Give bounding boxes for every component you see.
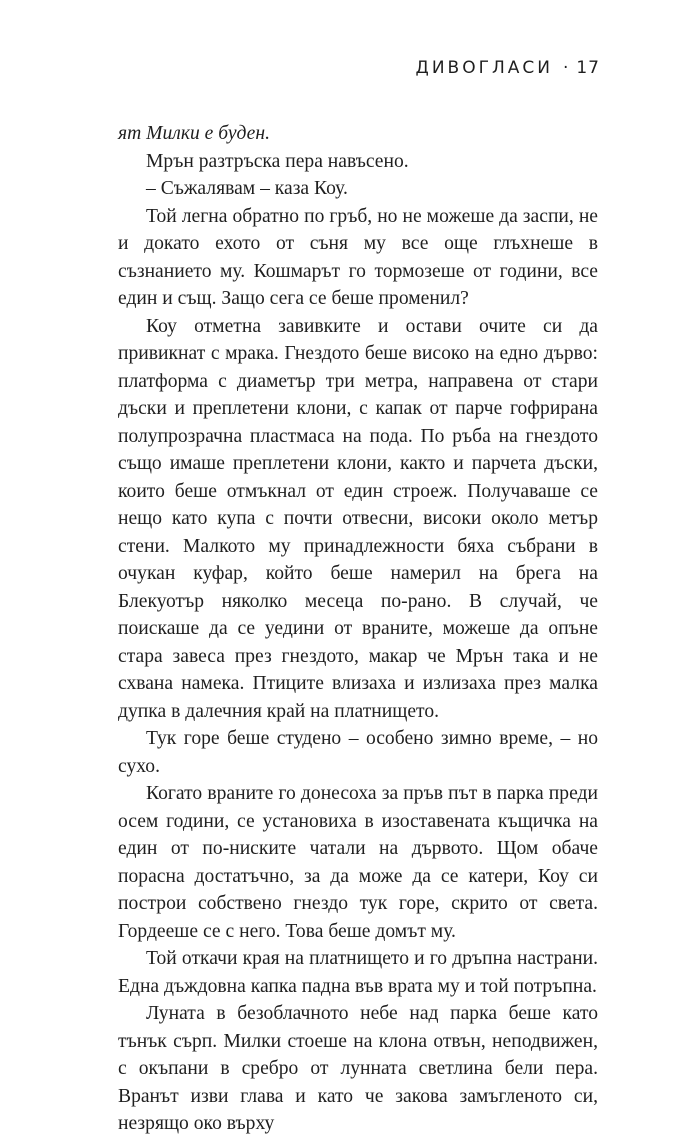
running-header <box>416 58 600 78</box>
paragraph: Коу отметна завивките и остави очите си да привикнат с мрака. Гнездото беше високо на едно дърво: платформа с диаметър три метра, направена от стари дъски и преплетени клони, с капак от парче гофрирана полупрозрачна пластмаса на пода. По ръба на гнездото също имаше преплетени клони, както и парчета дъски, които беше отмъкнал от един строеж. Получаваше се нещо като купа с почти отвесни, високи около метър стени. Малкото му принадлежности бяха събрани в очукан куфар, който беше намерил на брега на Блекуотър няколко месеца по-рано. В случай, че поискаше да се уедини от враните, можеше да опъне стара завеса през гнездото, макар че Мрън така и не схвана намека. Птиците влизаха и излизаха през малка дупка в далечния край на платнището. <box>118 315 598 722</box>
paragraph: Тук горе беше студено – особено зимно време, – но сухо. <box>118 728 598 777</box>
book-title: ДИВОГЛАСИ <box>415 58 553 78</box>
paragraph: Той легна обратно по гръб, но не можеше да заспи, не и докато ехото от съня му все още глъхнеше в съзнанието му. Кошмарът го тормозеше от години, все един и същ. Защо сега се беше променил? <box>118 205 598 309</box>
body-text <box>118 120 598 1138</box>
paragraph: Когато враните го донесоха за пръв път в парка преди осем години, се установиха в изоставената къщичка на един от по-ниските чатали на дървото. Щом обаче порасна достатъчно, за да може да се катери, Коу си построи собствено гнездо тук горе, скрито от света. Гордееше се с него. Това беше домът му. <box>118 783 598 942</box>
page-number: 17 <box>576 58 600 78</box>
continued-text: ят Милки е буден. <box>118 123 270 144</box>
paragraph: – Съжалявам – каза Коу. <box>146 178 348 199</box>
paragraph: Той откачи края на платнището и го дръпна настрани. Една дъждовна капка падна във врата му и той потръпна. <box>118 948 598 997</box>
paragraph: Луната в безоблачното небе над парка беше като тънък сърп. Милки стоеше на клона отвън, неподвижен, с окъпани в сребро от лунната светлина бели пера. Вранът изви глава и като че закова замъгленото си, незрящо око върху <box>118 1003 598 1134</box>
paragraph: Мрън разтръска пера навъсено. <box>146 150 409 172</box>
header-separator: · <box>562 58 569 78</box>
paragraph-continued <box>118 120 598 148</box>
